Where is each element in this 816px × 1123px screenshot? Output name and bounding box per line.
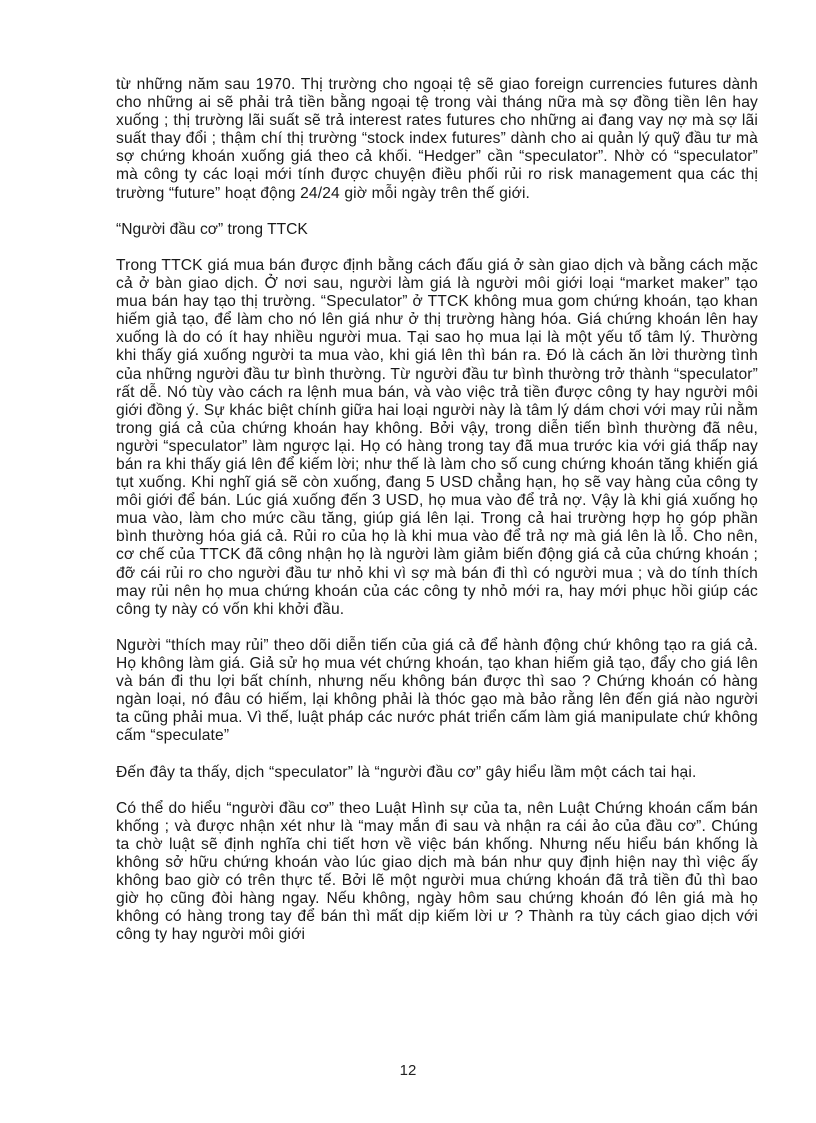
paragraph-translation-note: Đến đây ta thấy, dịch “speculator” là “người đầu cơ” gây hiểu lầm một cách tai hại. — [116, 763, 697, 781]
paragraph-short-selling: Có thể do hiểu “người đầu cơ” theo Luật Hình sự của ta, nên Luật Chứng khoán cấm bán khống ; và được nhận xét như là “may mắn đi sau và nhận ra cái ảo của đầu cơ”. Chúng ta chờ luật sẽ định nghĩa chi tiết hơn về việc bán khống. Nhưng nếu hiểu bán khống là không sở hữu chứng khoán vào lúc giao dịch mà bán như quy định hiện nay thì việc ấy không bao giờ có trên thực tế. Bởi lẽ một người mua chứng khoán đã trả tiền đủ thì bao giờ họ cũng đòi hàng ngay. Nếu không, ngày hôm sau chứng khoán đó lên giá mà họ không có hàng trong tay để bán thì mất dịp kiếm lời ư ? Thành ra tùy cách giao dịch với công ty hay người môi giới — [116, 799, 758, 944]
document-page — [116, 76, 758, 963]
section-heading-speculator-ttck: “Người đầu cơ” trong TTCK — [116, 220, 308, 238]
paragraph-risk-lovers: Người “thích may rủi” theo dõi diễn tiến của giá cả để hành động chứ không tạo ra giá cả. Họ không làm giá. Giả sử họ mua vét chứng khoán, tạo khan hiếm giả tạo, đẩy cho giá lên và bán đi thu lợi bất chính, nhưng nếu không bán được thì sao ? Chứng khoán có hàng ngàn loại, nó đâu có hiếm, lại không phải là thóc gạo mà bảo rằng lên đến giá nào người ta cũng phải mua. Vì thế, luật pháp các nước phát triển cấm làm giá manipulate chứ không cấm “speculate” — [116, 636, 758, 745]
paragraph-ttck-pricing: Trong TTCK giá mua bán được định bằng cách đấu giá ở sàn giao dịch và bằng cách mặc cả ở bàn giao dịch. Ở nơi sau, người làm giá là người môi giới loại “market maker” tạo mua bán hay tạo thị trường. “Speculator” ở TTCK không mua gom chứng khoán, tạo khan hiếm giả tạo, để làm cho nó lên giá như ở thị trường hàng hóa. Giá chứng khoán lên hay xuống là do có ít hay nhiều người mua. Tại sao họ mua lại là một yếu tố tâm lý. Thường khi thấy giá xuống người ta mua vào, khi giá lên thì bán ra. Đó là cách ăn lời thường tình của những người đầu tư bình thường. Từ người đầu tư bình thường trở thành “speculator” rất dễ. Nó tùy vào cách ra lệnh mua bán, và vào việc trả tiền được công ty hay người môi giới đồng ý. Sự khác biệt chính giữa hai loại người này là tâm lý dám chơi với may rủi nằm trong giá cả của chứng khoán hay không. Bởi vậy, trong diễn tiến bình thường đã nêu, người “speculator” làm ngược lại. Họ có hàng trong tay đã mua trước kia với giá thấp nay bán ra khi thấy giá lên để kiếm lời; như thế là làm cho số cung chứng khoán tăng khiến giá tụt xuống. Khi nghĩ giá sẽ còn xuống, đang 5 USD chẳng hạn, họ sẽ vay hàng của công ty môi giới để bán. Lúc giá xuống đến 3 USD, họ mua vào để trả nợ. Vậy là khi giá xuống họ mua vào, làm cho mức cầu tăng, giúp giá lên lại. Trong cả hai trường hợp họ góp phần bình thường hóa giá cả. Rủi ro của họ là khi mua vào để trả nợ mà giá lên là lỗ. Cho nên, cơ chế của TTCK đã công nhận họ là người làm giảm biến động giá cả của chứng khoán ; đỡ cái rủi ro cho người đầu tư nhỏ khi vì sợ mà bán đi thì có người mua ; và do tính thích may rủi nên họ mua chứng khoán của các công ty nhỏ mới ra, hay mới phục hồi giúp các công ty này có vốn khi khởi đầu. — [116, 256, 758, 618]
page-number: 12 — [399, 1062, 417, 1079]
paragraph-futures-markets: từ những năm sau 1970. Thị trường cho ngoại tệ sẽ giao foreign currencies futures dành cho những ai sẽ phải trả tiền bằng ngoại tệ trong vài tháng nữa mà sợ đồng tiền lên hay xuống ; thị trường lãi suất sẽ trả interest rates futures cho những ai đang vay nợ mà sợ lãi suất thay đổi ; thậm chí thị trường “stock index futures” dành cho ai quản lý quỹ đầu tư mà sợ chứng khoán xuống giá theo cả khối. “Hedger” cần “speculator”. Nhờ có “speculator” mà công ty các loại mới tính được chuyện điều phối rủi ro risk management qua các thị trường “future” hoạt động 24/24 giờ mỗi ngày trên thế giới. — [116, 76, 758, 202]
